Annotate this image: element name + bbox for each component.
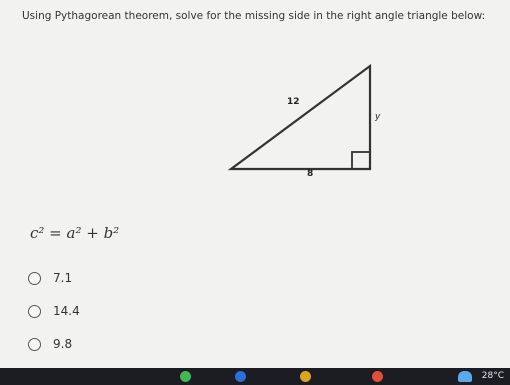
base-side-label: 8 xyxy=(307,169,314,179)
windows-taskbar xyxy=(0,368,510,385)
radio-button[interactable] xyxy=(28,305,41,318)
question-text: Using Pythagorean theorem, solve for the missing side in the right angle triangle below: xyxy=(22,10,486,22)
pythagorean-formula: c² = a² + b² xyxy=(30,224,120,242)
right-triangle-figure xyxy=(215,55,390,190)
answer-option-1[interactable] xyxy=(28,268,72,288)
answer-option-label: 9.8 xyxy=(53,337,73,351)
answer-option-label: 7.1 xyxy=(53,271,73,285)
answer-option-label: 14.4 xyxy=(53,304,80,318)
app-icon[interactable] xyxy=(235,371,246,382)
right-angle-marker xyxy=(352,152,370,169)
weather-icon[interactable] xyxy=(458,371,472,382)
triangle-drawing xyxy=(215,55,390,190)
hypotenuse-label: 12 xyxy=(287,97,300,107)
weather-temperature[interactable]: 28°C xyxy=(481,371,504,381)
radio-button[interactable] xyxy=(28,338,41,351)
answer-option-3[interactable] xyxy=(28,334,72,354)
answer-option-2[interactable] xyxy=(28,301,80,321)
app-icon[interactable] xyxy=(372,371,383,382)
app-icon[interactable] xyxy=(300,371,311,382)
vertical-side-label: y xyxy=(375,112,381,122)
app-icon[interactable] xyxy=(180,371,191,382)
radio-button[interactable] xyxy=(28,272,41,285)
